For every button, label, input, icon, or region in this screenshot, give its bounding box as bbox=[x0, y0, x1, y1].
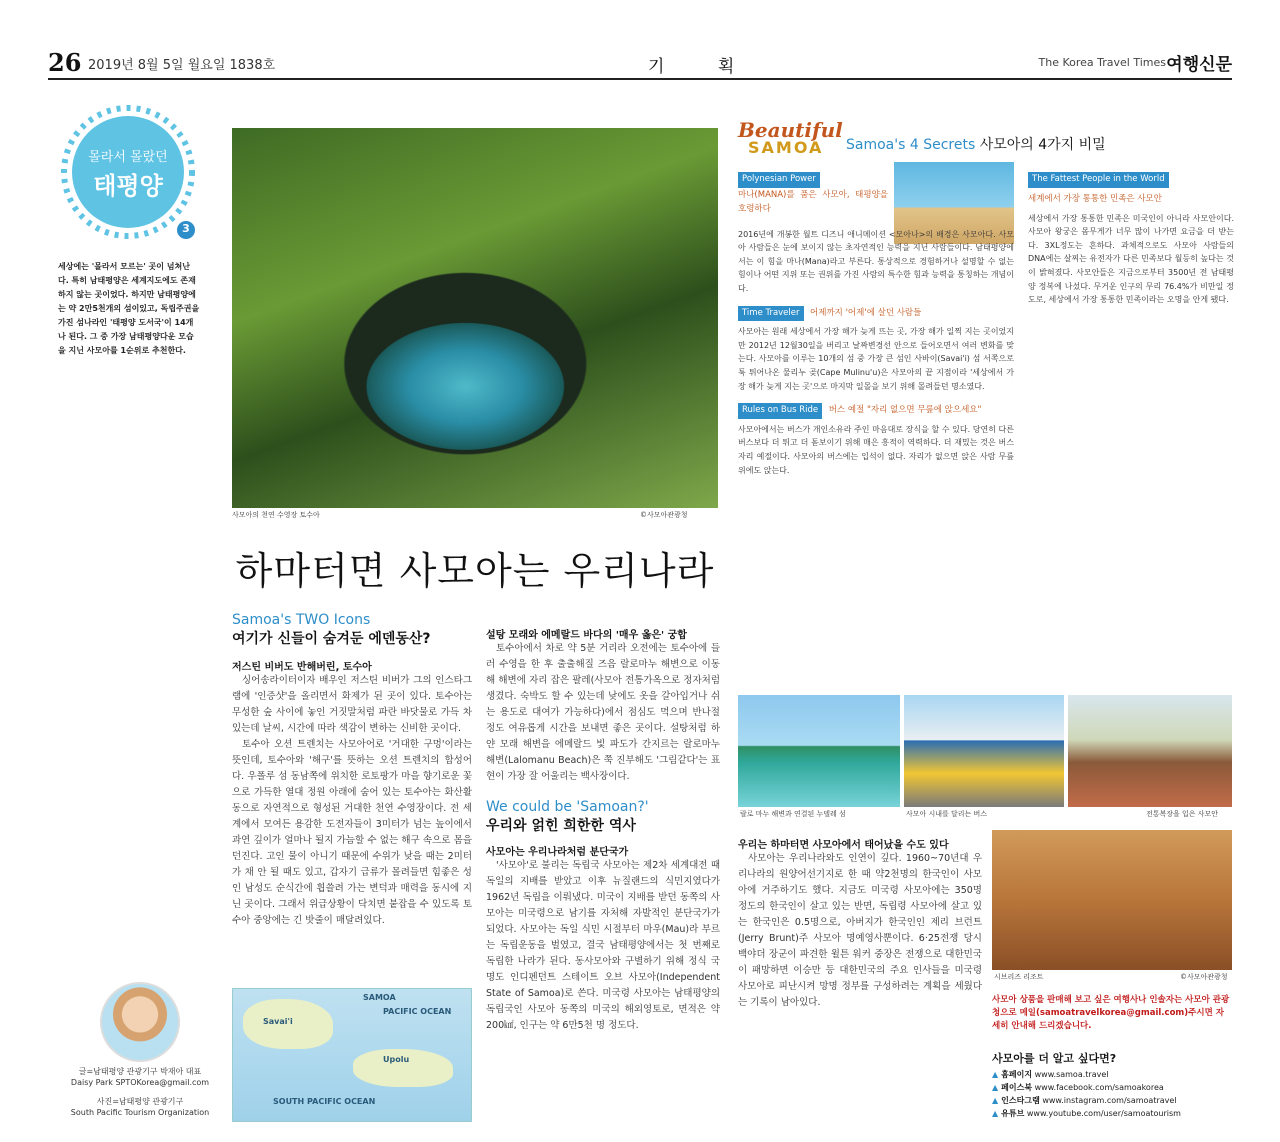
secrets-title bbox=[846, 134, 1106, 154]
section-name: 기 획 bbox=[648, 57, 759, 77]
map-ocean-north: PACIFIC OCEAN bbox=[383, 1007, 452, 1016]
intro-text: 세상에는 '몰라서 모르는' 곳이 넘쳐난다. 특히 남태평양은 세계지도에도 존재하지 않는 곳이었다. 하지만 남태평양에는 약 2만5천개의 섬이있고, 독립주권을 가진 섬나라인 '태평양 도서국'이 14개나 된다. 그 중 가장 남태평양다운 모습을 지닌 사모아를 1순위로 추천한다. bbox=[58, 262, 200, 355]
korea-section bbox=[738, 832, 982, 1011]
secrets-column-left bbox=[738, 172, 1014, 477]
english-brand: The Korea Travel Times bbox=[1038, 56, 1166, 69]
map-upolu-label: Upolu bbox=[383, 1055, 410, 1064]
room-photo-caption: 시브리즈 리조트 bbox=[994, 973, 1044, 981]
tag-polynesian-power: Polynesian Power bbox=[738, 172, 820, 188]
link-label: 홈페이지 bbox=[1001, 1070, 1033, 1079]
body-mana: 2016년에 개봉한 월트 디즈니 애니메이션 <모아나>의 배경은 사모아다. 사모아 사람들은 눈에 보이지 않는 초자연적인 능력을 지닌 사람들이다. 남태평양에서는 이 힘을 마나(Mana)라고 부른다. 통상적으로 경험하거나 설명할 수 없는 힘이나 어떤 지위 또는 권위를 가진 사람의 특수한 힘과 능력을 통칭하는 개념이다. bbox=[738, 229, 1014, 293]
tag-time-traveler: Time Traveler bbox=[738, 306, 804, 322]
photo-seabreeze-resort bbox=[992, 830, 1232, 970]
korea-section-head: 우리는 하마터면 사모아에서 태어났을 수도 있다 bbox=[738, 840, 949, 851]
secrets-title-en: Samoa's 4 Secrets bbox=[846, 137, 976, 153]
link-url: www.samoa.travel bbox=[1034, 1070, 1109, 1079]
main-photo-to-sua-trench bbox=[232, 128, 718, 508]
map-samoa-label: SAMOA bbox=[363, 993, 396, 1002]
author-credit-line2: Daisy Park SPTOKorea@gmail.com bbox=[70, 1078, 210, 1087]
photo-credit bbox=[60, 1096, 220, 1118]
photo-credit-line1: 사진=남태평양 관광기구 bbox=[96, 1097, 184, 1106]
link-url: www.youtube.com/user/samoatourism bbox=[1026, 1109, 1181, 1118]
promo-notice: 사모아 상품을 판매해 보고 싶은 여행사나 인솔자는 사모아 관광청으로 메일(samoatravelkorea@gmail.com)주시면 자세히 안내해 드리겠습니다. bbox=[992, 995, 1230, 1031]
issue-date: 2019년 8월 5일 월요일 1838호 bbox=[88, 58, 276, 73]
subtitle-eden: 여기가 신들이 숨겨둔 에덴동산? bbox=[232, 631, 431, 647]
triangle-icon: ▲ bbox=[992, 1096, 999, 1105]
article-column-middle bbox=[486, 622, 720, 1034]
author-avatar bbox=[100, 982, 180, 1062]
series-badge bbox=[58, 102, 198, 242]
samoa-logo: SAMOA bbox=[748, 138, 824, 157]
page-header bbox=[48, 44, 1232, 80]
link-label: 유튜브 bbox=[1001, 1109, 1025, 1118]
photo-lalomanu-beach bbox=[738, 695, 900, 807]
photo-samoa-bus bbox=[904, 695, 1064, 807]
kicker-icons: Samoa's TWO Icons bbox=[232, 612, 371, 628]
main-photo-caption: 사모아의 천연 수영장 토수아 bbox=[232, 511, 320, 519]
subtitle-history: 우리와 얽힌 희한한 역사 bbox=[486, 818, 636, 834]
head-bus: 버스 예절 "자리 없으면 무릎에 앉으세요" bbox=[828, 405, 982, 416]
tag-fattest: The Fattest People in the World bbox=[1028, 172, 1169, 188]
body-bus: 사모아에서는 버스가 개인소유라 주인 마음대로 장식을 할 수 있다. 당연히 다른 버스보다 더 튀고 더 돋보이기 위해 매은 흥적이 역력하다. 더 재밌는 것은 버스 자리 예절이다. 사모아의 버스에는 입석이 없다. 자리가 없으면 앉은 사람 무릎 위에도 앉는다. bbox=[738, 424, 1014, 475]
secrets-column-right bbox=[1028, 172, 1234, 307]
link-url: www.facebook.com/samoakorea bbox=[1034, 1083, 1164, 1092]
author-credit bbox=[60, 1066, 220, 1088]
photo-traditional-dress bbox=[1068, 695, 1232, 807]
triangle-icon: ▲ bbox=[992, 1109, 999, 1118]
link-facebook[interactable] bbox=[992, 1081, 1232, 1094]
photo-caption: 사모아 시내를 달리는 버스 bbox=[906, 810, 988, 818]
headline: 하마터면 사모아는 우리나라 bbox=[235, 549, 715, 593]
link-label: 페이스북 bbox=[1001, 1083, 1033, 1092]
badge-number: 3 bbox=[182, 222, 190, 235]
triangle-icon: ▲ bbox=[992, 1070, 999, 1079]
section-head-lalomanu: 설탕 모래와 에메랄드 바다의 '매우 옳은' 궁합 bbox=[486, 630, 687, 641]
section-head-to-sua: 저스틴 비버도 반해버린, 토수아 bbox=[232, 662, 372, 673]
photo-credit-line2: South Pacific Tourism Organization bbox=[70, 1108, 210, 1117]
link-url: www.instagram.com/samoatravel bbox=[1042, 1096, 1177, 1105]
body-time: 사모아는 원래 세상에서 가장 해가 늦게 뜨는 곳, 가장 해가 일찍 지는 곳이었지만 2012년 12월30일을 버리고 날짜변경선 안으로 들어오면서 여러 변화를 맞는다. 사모아를 이루는 10개의 섬 중 가장 큰 섬인 사바이(Savai'i) 섬 서쪽으로 툭 튀어나온 물리누 곶(Cape Mulinu'u)은 사모아의 끝 지점이라 '세상에서 가장 해가 늦게 지는 곳'으로 마지막 일몰을 보기 위해 몰려들던 명소였다. bbox=[738, 327, 1014, 391]
paragraph: 싱어송라이터이자 배우인 저스틴 비버가 그의 인스타그램에 '인증샷'을 올리면서 화제가 된 곳이 있다. 토수아는 무성한 숲 사이에 놓인 거짓말처럼 파란 바닷물로 가득 차 있는데 날씨, 시간에 따라 색감이 변하는 신비한 곳이다. bbox=[232, 675, 472, 734]
badge-line1: 몰라서 몰랐던 bbox=[88, 150, 168, 165]
link-label: 인스타그램 bbox=[1001, 1096, 1040, 1105]
badge-line2: 태평양 bbox=[93, 172, 163, 200]
head-time: 어제까지 '어제'에 살던 사람들 bbox=[810, 307, 922, 318]
samoa-map bbox=[232, 988, 472, 1122]
room-photo-credit: ©사모아관광청 bbox=[1180, 973, 1228, 981]
secrets-title-ko: 사모아의 4가지 비밀 bbox=[979, 137, 1106, 153]
map-savaii-label: Savai'i bbox=[263, 1017, 293, 1026]
article-column-left bbox=[232, 612, 472, 929]
beautiful-logo: Beautiful bbox=[738, 118, 843, 142]
paragraph: '사모아'로 불리는 독립국 사모아는 제2차 세계대전 때 독일의 지배를 받았고 이후 뉴질랜드의 식민지였다가 1962년 독립을 이뤄냈다. 미국이 지배를 받던 동쪽의 사모아는 미국령으로 남기를 자처해 자발적인 분단국가가 되었다. 사모아는 독일 식민 시절부터 마우(Mau)라 부르는 독립운동을 벌였고, 결국 남태평양에서는 첫 번째로 독립한 나라가 된다. 동사모아와 구별하기 위해 정식 국명도 인디펜던트 스테이트 오브 사모아(Independent State of Samoa)로 쓴다. 미국령 사모아는 남태평양의 독립국인 사모아 동쪽의 미국의 해외영토로, 면적은 약 200㎢, 인구는 약 6만5천 명 정도다. bbox=[486, 860, 720, 1031]
link-youtube[interactable] bbox=[992, 1107, 1232, 1120]
korea-section-body: 사모아는 우리나라와도 인연이 깊다. 1960~70년대 우리나라의 원양어선기지로 한 때 약2천명의 한국인이 사모아에 거주하기도 했다. 지금도 미국령 사모아에는 350명 정도의 한국인이 살고 있는 반면, 독립령 사모아에 살고 있는 한국인은 0.5명으로, 아버지가 한국인인 제리 브런트(Jerry Brunt)주 사모아 명예영사뿐이다. 6·25전쟁 당시 백야더 장군이 파견한 윌튼 워커 중장은 전쟁으로 대한민국이 패망하면 이승만 등 대한민국의 주요 인사들을 미국령 사모아로 피난시켜 망명 정부를 구성하려는 계획을 세웠다는 기록이 남아있다. bbox=[738, 853, 982, 1008]
head-fattest: 세계에서 가장 통통한 민족은 사모안 bbox=[1028, 193, 1162, 204]
more-info-title: 사모아를 더 알고 싶다면? bbox=[992, 1052, 1117, 1065]
map-ocean-south: SOUTH PACIFIC OCEAN bbox=[273, 1097, 376, 1106]
link-instagram[interactable] bbox=[992, 1094, 1232, 1107]
photo-caption: 랄로 마누 해변과 연결된 누델레 섬 bbox=[740, 810, 846, 818]
triangle-icon: ▲ bbox=[992, 1083, 999, 1092]
paragraph: 토수아 오션 트렌치는 사모아어로 '거대한 구멍'이라는 뜻인데, 토수아와 '해구'를 뜻하는 오션 트렌치의 합성어다. 우폴루 섬 동남쪽에 위치한 로토팡가 마을 향기로운 꽃으로 가득한 열대 정원 아래에 숨어 있는 토수아는 화산활동으로 자연적으로 형성된 거대한 천연 수영장이다. 전 세계에서 모여든 용감한 도전자들이 3미터가 넘는 높이에서 과연 깊이가 얼마나 될지 가늠할 수 없는 해구 속으로 몸을 던진다. 고인 물이 아니기 때문에 수위가 낮을 때는 2미터가 채 안 될 때도 있고, 갑자기 급류가 몰려들면 힘좋은 성인 남성도 순식간에 휩쓸려 가는 변덕과 매력을 동시에 지닌 곳이다. 그래서 위급상황이 닥치면 붙잡을 수 있도록 토수아 중앙에는 긴 밧줄이 매달려있다. bbox=[232, 739, 472, 926]
photo-caption: 전통복장을 입은 사모안 bbox=[1146, 810, 1219, 818]
link-homepage[interactable] bbox=[992, 1068, 1232, 1081]
main-photo-credit: ©사모아관광청 bbox=[640, 511, 688, 519]
author-credit-line1: 글=남태평양 관광기구 박재아 대표 bbox=[78, 1067, 202, 1076]
body-fattest: 세상에서 가장 통통한 민족은 미국인이 아니라 사모안이다. 사모아 왕궁은 몸무게가 너무 많이 나가면 요금을 더 받는다. 3XL정도는 흔하다. 과체적으로도 사모아 사람들의 DNA에는 살찌는 유전자가 다른 민족보다 월등히 높다는 것이 밝혀졌다. 사모안들은 지금으로부터 3500년 전 남태평양 정복에 나섰다. 무거운 인구의 무리 76.4%가 비만일 정도로, 세상에서 가장 통통한 민족이라는 오명을 안게 됐다. bbox=[1028, 213, 1234, 305]
head-mana: 마나(MANA)를 품은 사모아, 태평양을 호령하다 bbox=[738, 189, 888, 214]
page-number: 26 bbox=[48, 48, 82, 77]
tag-bus-ride: Rules on Bus Ride bbox=[738, 403, 822, 419]
section-head-division: 사모아는 우리나라처럼 분단국가 bbox=[486, 847, 629, 858]
more-info-links bbox=[992, 1068, 1232, 1120]
paragraph: 토수아에서 차로 약 5분 거리라 오전에는 토수아에 들러 수영을 한 후 출출해질 즈음 랄로마누 해변으로 이동해 해변에 자리 잡은 팔레(사모아 전통가옥으로 정자처럼 생겼다. 숙박도 할 수 있는데 낮에도 옷을 갈아입거나 쉬는 용도로 대여가 가능하다)에서 점심도 먹으며 반나절 정도 여유롭게 시간을 보내면 좋은 곳이다. 설탕처럼 하얀 모래 해변을 에메랄드 빛 파도가 간지르는 랄로마누 해변(Lalomanu Beach)은 쭉 진부해도 '그림같다'는 표현이 가장 잘 어울리는 백사장이다. bbox=[486, 643, 720, 782]
newspaper-brand: 여행신문 bbox=[1166, 55, 1232, 75]
kicker-samoan: We could be 'Samoan?' bbox=[486, 799, 649, 815]
